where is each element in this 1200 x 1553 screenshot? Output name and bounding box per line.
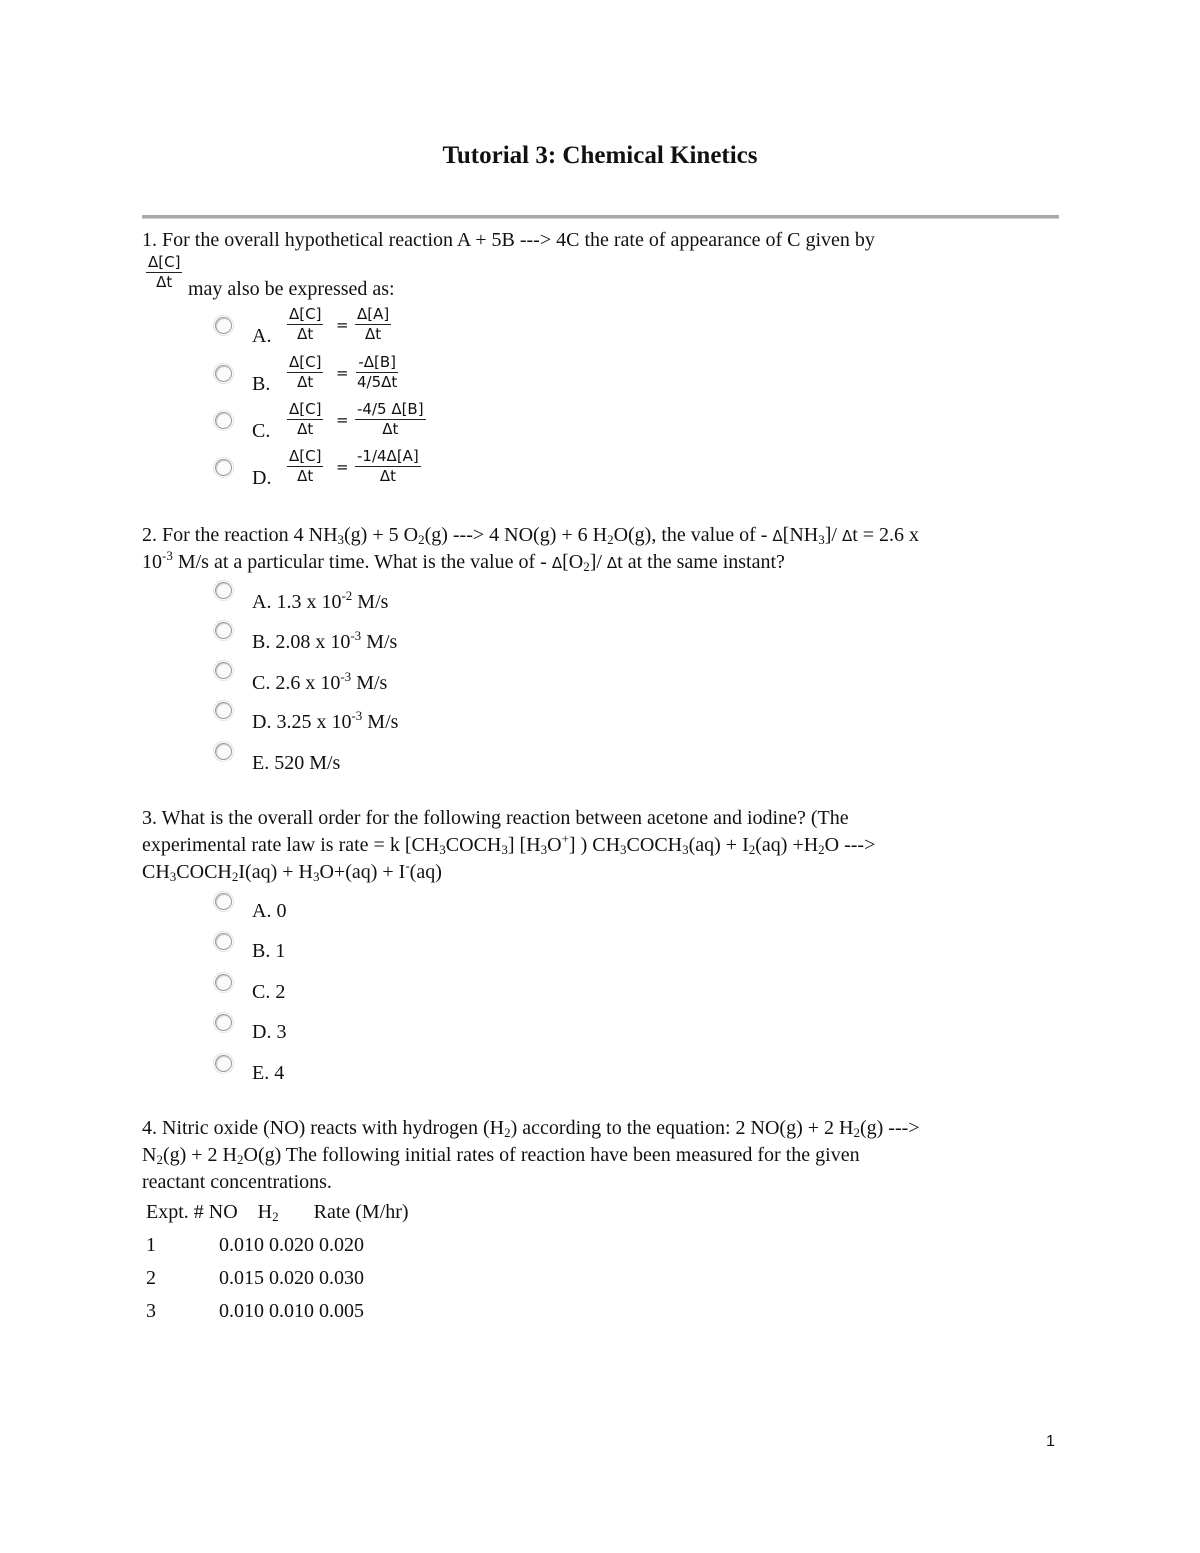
q3-option-c-radio[interactable] xyxy=(215,974,232,991)
q1-option-d-letter: D. xyxy=(252,467,272,489)
q2-option-e: E. 520 M/s xyxy=(252,752,341,774)
q3-option-e: E. 4 xyxy=(252,1062,285,1084)
page-number: 1 xyxy=(1046,1433,1055,1450)
q3-option-b-radio[interactable] xyxy=(215,933,232,950)
q1-option-c-equals: = xyxy=(336,411,349,429)
q1-option-d-lhs xyxy=(287,447,323,486)
q2-option-a-radio[interactable] xyxy=(215,582,232,599)
page-title: Tutorial 3: Chemical Kinetics xyxy=(442,142,758,169)
q1-option-d-radio[interactable] xyxy=(215,459,232,476)
q2-option-b-radio[interactable] xyxy=(215,622,232,639)
q1-option-a-equals: = xyxy=(336,316,349,334)
q1-option-b-radio[interactable] xyxy=(215,365,232,382)
question-2-line1: 2. For the reaction 4 $NH_3(g) + 5$ $O_2(g)$ ---> 4 NO(g) + 6 $H_2O(g)$, the value of - $\Delta[NH_3]/$ Δt = 2.6 x xyxy=(142,524,920,547)
q4-table-header: Expt. # NO $H_2$ Rate (M/hr) xyxy=(146,1201,409,1224)
q1-option-a-rhs-num: Δ[A] xyxy=(357,305,390,323)
q3-option-e-radio[interactable] xyxy=(215,1055,232,1072)
question-2-line2: $10^{-3}$ M/s at a particular time. What is the value of - $\Delta[O_2]/$ Δt at the same instant? xyxy=(142,548,785,574)
q2-option-e-radio[interactable] xyxy=(215,743,232,760)
q1-option-a-lhs xyxy=(287,305,323,344)
q3-option-d-radio[interactable] xyxy=(215,1014,232,1031)
q3-option-a: A. 0 xyxy=(252,900,287,922)
q4-row-1-values: 0.010 0.020 0.020 xyxy=(219,1234,364,1256)
q1-option-a-lhs-den: Δt xyxy=(297,325,314,343)
q1-option-b-letter: B. xyxy=(252,373,271,395)
q1-tail: may also be expressed as: xyxy=(188,278,395,300)
q1-option-c-lhs-num: Δ[C] xyxy=(289,400,322,418)
q2-option-d: D. 3.25 x $10^{-3}$ M/s xyxy=(252,708,399,733)
q1-option-b-lhs xyxy=(287,353,323,392)
q1-option-d-rhs-num: -1/4Δ[A] xyxy=(357,447,419,465)
q3-option-d: D. 3 xyxy=(252,1021,287,1043)
q2-option-d-radio[interactable] xyxy=(215,702,232,719)
q1-option-b-rhs xyxy=(355,353,399,392)
horizontal-rule xyxy=(142,215,1059,219)
q1-option-c-lhs xyxy=(287,400,323,439)
q1-option-b-rhs-den: 4/5Δt xyxy=(357,373,398,391)
q1-fraction-numerator: Δ[C] xyxy=(148,253,181,271)
q3-option-a-radio[interactable] xyxy=(215,893,232,910)
q2-option-c-radio[interactable] xyxy=(215,662,232,679)
q2-option-c: C. 2.6 x $10^{-3}$ M/s xyxy=(252,669,388,694)
q2-option-a: A. 1.3 x $10^{-2}$ M/s xyxy=(252,588,389,613)
question-3-line3: $CH_3COCH_2I(aq) + H_3O+(aq) + I^-(aq)$ xyxy=(142,858,442,884)
question-3-line2: experimental rate law is rate = k $[CH_3COCH_3]$ $[H_3O^+]$ ) $CH_3COCH_3(aq) + I_2(aq) +H_2O$ ---> xyxy=(142,831,876,857)
q1-option-b-lhs-num: Δ[C] xyxy=(289,353,322,371)
q1-option-d-rhs xyxy=(355,447,421,486)
q1-option-b-lhs-den: Δt xyxy=(297,373,314,391)
q1-option-d-lhs-den: Δt xyxy=(297,467,314,485)
q1-option-d-rhs-den: Δt xyxy=(379,467,396,485)
question-1-text xyxy=(142,227,1062,254)
q2-option-b: B. 2.08 x $10^{-3}$ M/s xyxy=(252,628,398,653)
q1-option-b-rhs-num: -Δ[B] xyxy=(358,353,396,371)
q1-option-c-rhs-den: Δt xyxy=(382,420,399,438)
q1-option-c-letter: C. xyxy=(252,420,271,442)
q1-option-d-equals: = xyxy=(336,458,349,476)
q1-fraction-denominator: Δt xyxy=(156,273,173,291)
question-4-line2: $N_2(g) + 2$ $H_2O(g)$ The following initial rates of reaction have been measured for the given xyxy=(142,1144,860,1167)
question-4-line3: reactant concentrations. xyxy=(142,1171,332,1193)
q1-option-a-rhs-den: Δt xyxy=(365,325,382,343)
q3-option-b: B. 1 xyxy=(252,940,286,962)
q4-row-3-values: 0.010 0.010 0.005 xyxy=(219,1300,364,1322)
q4-row-3-expt: 3 xyxy=(146,1300,156,1322)
q4-row-2-values: 0.015 0.020 0.030 xyxy=(219,1267,364,1289)
q1-option-c-radio[interactable] xyxy=(215,412,232,429)
q1-option-c-rhs-num: -4/5 Δ[B] xyxy=(357,400,424,418)
q1-option-a-lhs-num: Δ[C] xyxy=(289,305,322,323)
q1-option-a-radio[interactable] xyxy=(215,317,232,334)
q1-option-a-letter: A. xyxy=(252,325,272,347)
question-4-line1: 4. Nitric oxide (NO) reacts with hydrogen $(H_2)$ according to the equation: 2 NO(g) + 2 $H_2(g)$ ---> xyxy=(142,1117,920,1140)
q4-row-1-expt: 1 xyxy=(146,1234,156,1256)
q1-option-c-lhs-den: Δt xyxy=(297,420,314,438)
q1-stem: 1. For the overall hypothetical reaction A + 5B ---> 4C the rate of appearance of C given by xyxy=(142,229,875,251)
question-3-line1: 3. What is the overall order for the following reaction between acetone and iodine? (The xyxy=(142,807,849,829)
q1-option-a-rhs xyxy=(355,305,391,344)
q1-option-b-equals: = xyxy=(336,364,349,382)
q4-row-2-expt: 2 xyxy=(146,1267,156,1289)
q1-rate-fraction xyxy=(146,253,182,292)
q1-option-c-rhs xyxy=(355,400,426,439)
q3-option-c: C. 2 xyxy=(252,981,286,1003)
q1-option-d-lhs-num: Δ[C] xyxy=(289,447,322,465)
